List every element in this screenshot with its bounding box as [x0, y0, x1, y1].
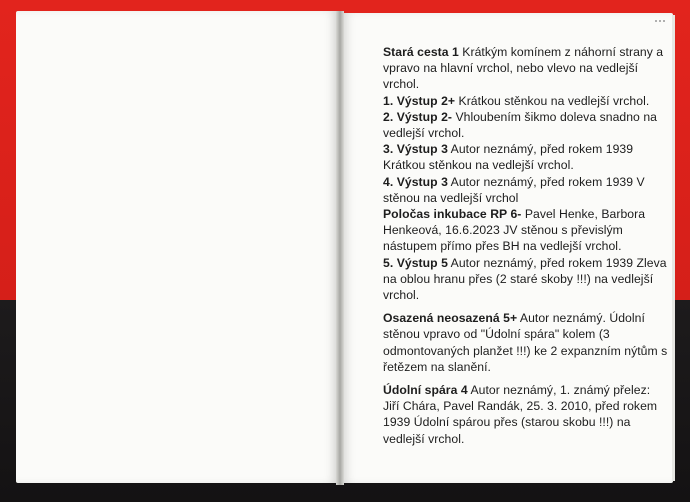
route-description: Vhloubením šikmo doleva snadno na vedlejší vrchol. [383, 109, 657, 141]
route-name: 5. Výstup 5 [383, 255, 448, 270]
route-list [383, 44, 668, 447]
page-speck [659, 20, 661, 22]
route-entry [383, 93, 668, 109]
route-name: Poločas inkubace RP 6- [383, 207, 522, 222]
route-description: Autor neznámý, 1. známý přelez: Jiří Chára, Pavel Randák, 25. 3. 2010, před rokem 1939 Údolní spárou přes (starou skobu !!!) na vedlejší vrchol. [383, 383, 658, 446]
route-entry [383, 255, 668, 304]
route-name: 1. Výstup 2+ [383, 93, 456, 108]
route-description: Pavel Henke, Barbora Henkeová, 16.6.2023 JV stěnou s převislým nástupem přímo přes BH na vedlejší vrchol. [383, 207, 646, 254]
route-entry [383, 174, 668, 206]
route-entry [383, 141, 668, 173]
route-name: Stará cesta 1 [383, 45, 459, 59]
route-name: 3. Výstup 3 [383, 142, 448, 157]
route-entry [383, 44, 668, 93]
route-entry [383, 109, 668, 141]
route-description: Krátkou stěnkou na vedlejší vrchol. [455, 93, 650, 108]
route-description: Autor neznámý, před rokem 1939 Zleva na oblou hranu přes (2 staré skoby !!!) na vedlejší vrchol. [383, 255, 667, 303]
route-entry [383, 382, 668, 447]
page-edge [672, 15, 675, 481]
route-description: Autor neznámý. Údolní stěnou vpravo od "Údolní spára" kolem (3 odmontovaných planžet !!!) ke 2 expanzním nýtům s řetězem na slanění. [383, 311, 668, 374]
route-name: Údolní spára 4 [383, 383, 468, 398]
page-speck [655, 20, 657, 22]
book-gutter [336, 11, 344, 485]
route-entry [383, 310, 668, 375]
route-name: 4. Výstup 3 [383, 174, 448, 189]
route-description: Krátkým komínem z náhorní strany a vpravo na hlavní vrchol, nebo vlevo na vedlejší vrchol. [383, 45, 664, 92]
route-name: 2. Výstup 2- [383, 109, 453, 124]
left-page [16, 11, 336, 483]
route-description: Autor neznámý, před rokem 1939 Krátkou stěnkou na vedlejší vrchol. [383, 142, 634, 173]
route-name: Osazená neosazená 5+ [383, 311, 518, 326]
page-speck [663, 20, 665, 22]
route-entry [383, 206, 668, 255]
route-description: Autor neznámý, před rokem 1939 V stěnou na vedlejší vrchol [383, 174, 645, 205]
